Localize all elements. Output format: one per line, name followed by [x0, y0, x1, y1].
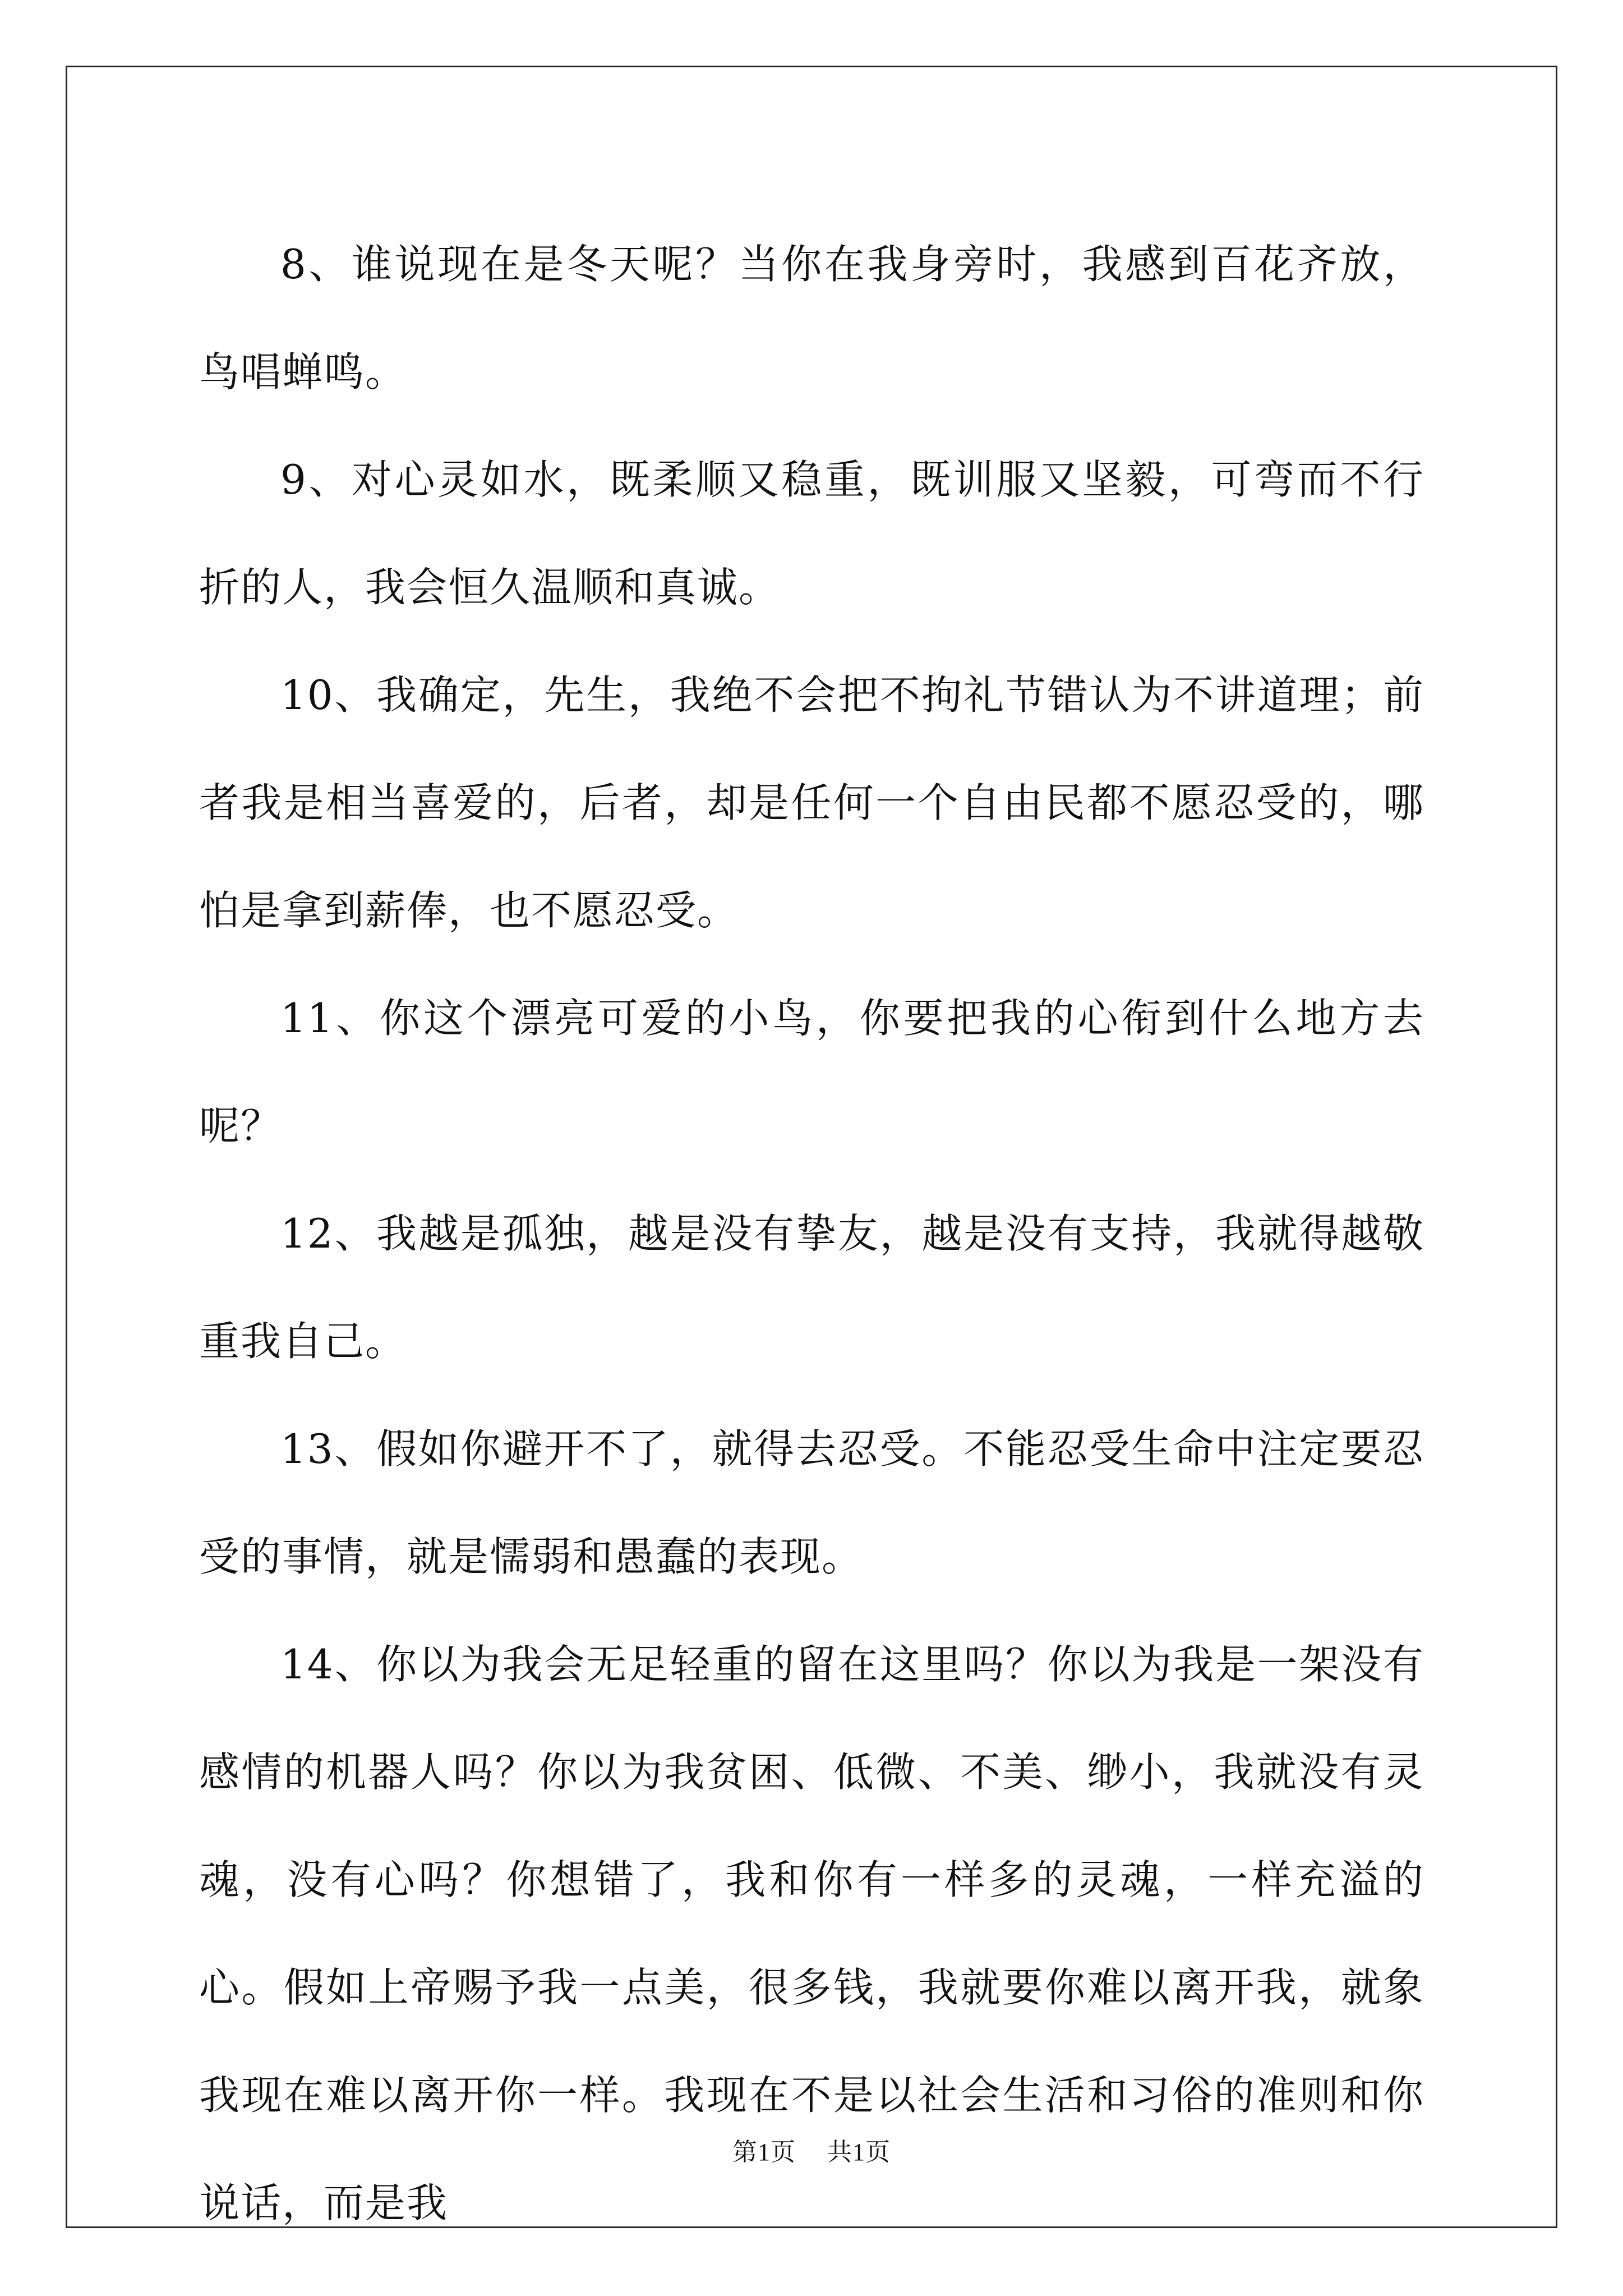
page-number: 第1页 [732, 2138, 796, 2166]
paragraph-8: 8、谁说现在是冬天呢？当你在我身旁时，我感到百花齐放，鸟唱蝉鸣。 [199, 241, 1424, 395]
page-footer [0, 2132, 1623, 2168]
paragraph-9: 9、对心灵如水，既柔顺又稳重，既训服又坚毅，可弯而不行折的人，我会恒久温顺和真诚。 [199, 456, 1424, 611]
page-total: 共1页 [827, 2138, 891, 2166]
paragraph-11: 11、你这个漂亮可爱的小鸟，你要把我的心衔到什么地方去呢？ [199, 995, 1424, 1149]
paragraph-13: 13、假如你避开不了，就得去忍受。不能忍受生命中注定要忍受的事情，就是懦弱和愚蠢的表现。 [199, 1425, 1424, 1580]
paragraph-10: 10、我确定，先生，我绝不会把不拘礼节错认为不讲道理；前者我是相当喜爱的，后者，却是任何一个自由民都不愿忍受的，哪怕是拿到薪俸，也不愿忍受。 [199, 671, 1424, 934]
document-body [199, 210, 1424, 2257]
paragraph-14: 14、你以为我会无足轻重的留在这里吗？你以为我是一架没有感情的机器人吗？你以为我贫困、低微、不美、缈小，我就没有灵魂，没有心吗？你想错了，我和你有一样多的灵魂，一样充溢的心。假如上帝赐予我一点美，很多钱，我就要你难以离开我，就象我现在难以离开你一样。我现在不是以社会生活和习俗的准则和你说话，而是我 [199, 1641, 1424, 2226]
paragraph-12: 12、我越是孤独，越是没有挚友，越是没有支持，我就得越敬重我自己。 [199, 1210, 1424, 1365]
